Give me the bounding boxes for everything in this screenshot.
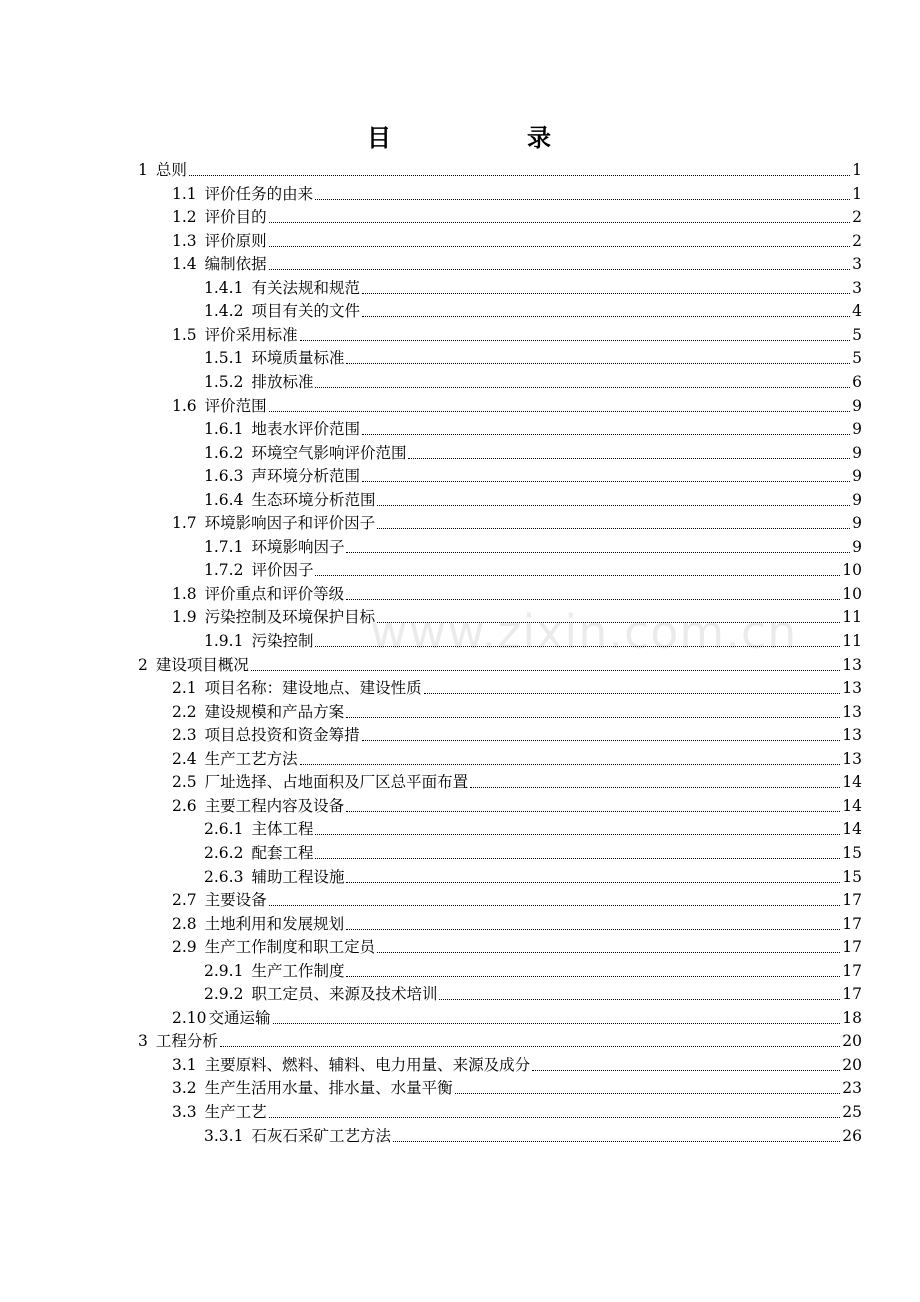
- toc-entry[interactable]: [172, 1052, 862, 1075]
- toc-dot-leader: [269, 268, 850, 270]
- toc-entry[interactable]: [172, 204, 862, 227]
- title-char-left: 目: [367, 123, 391, 152]
- toc-entry-title: 工程分析: [155, 1032, 218, 1051]
- toc-entry-page-number: 2: [852, 231, 862, 250]
- toc-entry[interactable]: [172, 887, 862, 910]
- toc-entry-page-number: 5: [852, 325, 862, 344]
- toc-dot-leader: [346, 362, 850, 364]
- toc-entry[interactable]: [172, 911, 862, 934]
- toc-entry[interactable]: [204, 981, 862, 1004]
- toc-entry-title: 排放标准: [251, 372, 314, 391]
- toc-dot-leader: [377, 504, 850, 506]
- toc-entry-number: 1.5.1: [204, 349, 244, 368]
- toc-entry-number: 1.6.1: [204, 420, 244, 439]
- toc-entry-page-number: 10: [842, 561, 862, 580]
- toc-dot-leader: [346, 810, 840, 812]
- toc-dot-leader: [315, 386, 850, 388]
- toc-entry[interactable]: [204, 534, 862, 557]
- toc-dot-leader: [269, 904, 841, 906]
- toc-entry-number: 3.2: [172, 1079, 197, 1098]
- toc-entry-number: 1.8: [172, 584, 197, 603]
- toc-dot-leader: [315, 833, 840, 835]
- toc-entry[interactable]: [172, 722, 862, 745]
- toc-dot-leader: [377, 621, 840, 623]
- toc-entry[interactable]: [204, 298, 862, 321]
- toc-entry-number: 2.7: [172, 891, 197, 910]
- toc-entry[interactable]: [204, 557, 862, 580]
- toc-dot-leader: [269, 221, 850, 223]
- toc-entry-title: 建设规模和产品方案: [204, 702, 345, 721]
- toc-entry-page-number: 17: [842, 985, 862, 1004]
- toc-entry-page-number: 10: [842, 584, 862, 603]
- toc-entry-number: 2.10: [172, 1008, 207, 1027]
- toc-entry-number: 1.1: [172, 184, 197, 203]
- toc-dot-leader: [300, 339, 850, 341]
- toc-entry-title: 主要工程内容及设备: [204, 796, 345, 815]
- toc-dot-leader: [300, 763, 841, 765]
- toc-entry-title: 评价重点和评价等级: [204, 584, 345, 603]
- toc-entry[interactable]: [172, 1099, 862, 1122]
- toc-dot-leader: [362, 433, 850, 435]
- toc-dot-leader: [439, 998, 840, 1000]
- toc-dot-leader: [346, 551, 850, 553]
- toc-entry[interactable]: [172, 1075, 862, 1098]
- toc-entry[interactable]: [172, 181, 862, 204]
- toc-entry-page-number: 9: [852, 396, 862, 415]
- title-char-right: 录: [527, 123, 551, 152]
- toc-entry-page-number: 9: [852, 443, 862, 462]
- toc-entry-number: 2.6: [172, 796, 197, 815]
- toc-entry-title: 生产工作制度: [251, 961, 345, 980]
- toc-entry[interactable]: [172, 699, 862, 722]
- toc-entry-title: 环境空气影响评价范围: [251, 443, 407, 462]
- toc-entry-title: 评价范围: [204, 396, 267, 415]
- toc-dot-leader: [269, 410, 850, 412]
- toc-entry-number: 2.9: [172, 938, 197, 957]
- toc-entry-page-number: 1: [852, 161, 862, 179]
- toc-entry-title: 生产工作制度和职工定员: [204, 938, 376, 957]
- toc-entry[interactable]: [172, 604, 862, 627]
- toc-dot-leader: [362, 292, 850, 294]
- toc-entry-title: 污染控制: [251, 632, 314, 650]
- toc-dot-leader: [362, 739, 841, 741]
- toc-dot-leader: [315, 857, 840, 859]
- toc-entry[interactable]: [172, 793, 862, 816]
- toc-entry-page-number: 17: [842, 961, 862, 980]
- toc-entry-page-number: 25: [842, 1103, 862, 1121]
- toc-dot-leader: [470, 786, 840, 788]
- toc-dot-leader: [315, 198, 850, 200]
- toc-entry-number: 2.6.1: [204, 820, 244, 839]
- toc-dot-leader: [424, 692, 841, 694]
- toc-entry[interactable]: [172, 510, 862, 533]
- toc-dot-leader: [455, 1092, 841, 1094]
- toc-entry-page-number: 13: [842, 679, 862, 698]
- toc-entry-title: 项目总投资和资金筹措: [204, 726, 360, 745]
- toc-entry-number: 2.5: [172, 773, 197, 792]
- toc-entry-title: 主要设备: [204, 891, 267, 910]
- toc-entry[interactable]: [204, 1123, 862, 1146]
- toc-entry-page-number: 9: [852, 420, 862, 439]
- toc-dot-leader: [346, 716, 840, 718]
- toc-dot-leader: [315, 645, 840, 647]
- toc-entry-number: 2.8: [172, 914, 197, 933]
- toc-dot-leader: [189, 174, 850, 176]
- toc-entry[interactable]: [204, 816, 862, 839]
- toc-dot-leader: [532, 1069, 840, 1071]
- toc-entry[interactable]: [204, 440, 862, 463]
- toc-dot-leader: [273, 1022, 841, 1024]
- toc-entry-title: 环境质量标准: [251, 349, 345, 368]
- watermark: www.zixin.com.cn: [370, 605, 798, 659]
- toc-dot-leader: [269, 1116, 841, 1118]
- toc-entry-number: 1: [138, 161, 148, 179]
- toc-entry-number: 2.1: [172, 679, 197, 698]
- toc-entry[interactable]: [204, 345, 862, 368]
- toc-dot-leader: [377, 951, 840, 953]
- toc-entry[interactable]: [138, 157, 862, 180]
- toc-entry-number: 1.2: [172, 208, 197, 227]
- toc-entry-title: 主体工程: [251, 820, 314, 839]
- toc-entry-page-number: 3: [852, 278, 862, 297]
- toc-entry-title: 职工定员、来源及技术培训: [251, 985, 438, 1004]
- toc-dot-leader: [346, 598, 840, 600]
- toc-entry[interactable]: [204, 416, 862, 439]
- toc-dot-leader: [377, 527, 850, 529]
- toc-entry-title: 声环境分析范围: [251, 467, 360, 486]
- toc-entry[interactable]: [204, 958, 862, 981]
- toc-entry-number: 2.6.3: [204, 867, 244, 886]
- toc-entry-page-number: 20: [842, 1032, 862, 1051]
- toc-entry-title: 生产工艺方法: [204, 749, 298, 768]
- toc-entry-title: 生产工艺: [204, 1103, 267, 1121]
- toc-entry-title: 土地利用和发展规划: [204, 914, 345, 933]
- toc-entry[interactable]: [172, 393, 862, 416]
- toc-entry-page-number: 6: [852, 372, 862, 391]
- toc-entry-page-number: 18: [842, 1008, 862, 1027]
- toc-entry-page-number: 9: [852, 467, 862, 486]
- toc-entry-number: 1.4.2: [204, 302, 244, 321]
- toc-entry[interactable]: [172, 581, 862, 604]
- toc-entry-number: 1.7.2: [204, 561, 244, 580]
- toc-entry-number: 1.3: [172, 231, 197, 250]
- toc-dot-leader: [315, 574, 840, 576]
- toc-dot-leader: [220, 1045, 840, 1047]
- toc-entry-title: 项目名称：建设地点、建设性质: [204, 679, 422, 698]
- toc-dot-leader: [393, 1140, 840, 1142]
- toc-entry-number: 1.5: [172, 325, 197, 344]
- toc-entry[interactable]: [138, 1028, 862, 1051]
- toc-dot-leader: [269, 245, 850, 247]
- toc-entry[interactable]: [204, 275, 862, 298]
- toc-entry-number: 1.9.1: [204, 632, 244, 650]
- toc-entry[interactable]: [172, 934, 862, 957]
- toc-entry-page-number: 13: [842, 749, 862, 768]
- toc-entry-page-number: 23: [842, 1079, 862, 1098]
- toc-entry-number: 2.4: [172, 749, 197, 768]
- toc-dot-leader: [346, 975, 840, 977]
- toc-entry-number: 2: [138, 655, 148, 674]
- toc-entry-title: 厂址选择、占地面积及厂区总平面布置: [204, 773, 469, 792]
- toc-entry-title: 生态环境分析范围: [251, 490, 376, 509]
- toc-entry-page-number: 2: [852, 208, 862, 227]
- toc-entry-title: 配套工程: [251, 843, 314, 862]
- toc-entry[interactable]: [172, 228, 862, 251]
- toc-entry-page-number: 15: [842, 843, 862, 862]
- toc-entry[interactable]: [172, 251, 862, 274]
- toc-entry-number: 1.6.3: [204, 467, 244, 486]
- toc-entry-page-number: 17: [842, 938, 862, 957]
- toc-entry-page-number: 5: [852, 349, 862, 368]
- toc-dot-leader: [346, 881, 840, 883]
- toc-entry-title: 石灰石采矿工艺方法: [251, 1126, 391, 1145]
- toc-entry-page-number: 26: [842, 1126, 862, 1145]
- toc-entry-number: 3.3.1: [204, 1126, 244, 1145]
- toc-entry-page-number: 14: [842, 796, 862, 815]
- toc-entry-number: 1.5.2: [204, 372, 244, 391]
- toc-entry-page-number: 13: [842, 702, 862, 721]
- toc-entry[interactable]: [172, 1005, 862, 1028]
- toc-entry-page-number: 17: [842, 891, 862, 910]
- toc-entry[interactable]: [204, 369, 862, 392]
- toc-entry-number: 3.1: [172, 1055, 197, 1074]
- toc-entry-title: 评价任务的由来: [204, 184, 314, 203]
- toc-entry-title: 主要原料、燃料、辅料、电力用量、来源及成分: [204, 1055, 531, 1074]
- toc-entry-number: 3.3: [172, 1103, 197, 1121]
- toc-dot-leader: [346, 928, 840, 930]
- toc-entry-page-number: 9: [852, 514, 862, 533]
- toc-entry-page-number: 9: [852, 490, 862, 509]
- toc-entry-page-number: 11: [842, 632, 862, 650]
- toc-entry-number: 1.6.4: [204, 490, 244, 509]
- toc-entry-page-number: 20: [842, 1055, 862, 1074]
- toc-entry-number: 2.9.1: [204, 961, 244, 980]
- toc-entry[interactable]: [204, 864, 862, 887]
- toc-entry-number: 3: [138, 1032, 148, 1051]
- toc-entry-title: 建设项目概况: [155, 655, 249, 674]
- toc-entry[interactable]: [204, 487, 862, 510]
- toc-entry-title: 有关法规和规范: [251, 278, 360, 297]
- toc-entry-title: 环境影响因子和评价因子: [204, 514, 376, 533]
- toc-entry[interactable]: [204, 628, 862, 651]
- toc-entry-title: 评价采用标准: [204, 325, 298, 344]
- toc-entry-title: 项目有关的文件: [251, 302, 360, 321]
- toc-entry-page-number: 9: [852, 537, 862, 556]
- toc-entry-number: 2.2: [172, 702, 197, 721]
- toc-dot-leader: [362, 315, 850, 317]
- toc-entry-page-number: 3: [852, 255, 862, 274]
- toc-entry-page-number: 13: [842, 655, 862, 674]
- toc-entry-title: 评价目的: [204, 208, 267, 227]
- toc-entry-title: 环境影响因子: [251, 537, 345, 556]
- toc-entry-page-number: 4: [852, 302, 862, 321]
- toc-entry-title: 总则: [155, 161, 187, 179]
- toc-entry-page-number: 15: [842, 867, 862, 886]
- toc-entry-number: 2.3: [172, 726, 197, 745]
- toc-entry-page-number: 1: [852, 184, 862, 203]
- toc-entry-page-number: 11: [842, 608, 862, 627]
- toc-entry-number: 1.4.1: [204, 278, 244, 297]
- toc-entry-title: 评价原则: [204, 231, 267, 250]
- toc-dot-leader: [408, 457, 850, 459]
- toc-entry-title: 污染控制及环境保护目标: [204, 608, 376, 627]
- toc-entry-number: 2.9.2: [204, 985, 244, 1004]
- toc-entry-page-number: 13: [842, 726, 862, 745]
- toc-entry-page-number: 14: [842, 820, 862, 839]
- toc-dot-leader: [251, 669, 840, 671]
- toc-entry-title: 地表水评价范围: [251, 420, 360, 439]
- toc-entry[interactable]: [138, 652, 862, 675]
- toc-entry-title: 交通运输: [208, 1008, 271, 1027]
- toc-entry[interactable]: [204, 463, 862, 486]
- toc-entry[interactable]: [172, 769, 862, 792]
- toc-dot-leader: [362, 480, 850, 482]
- toc-entry-number: 1.7.1: [204, 537, 244, 556]
- toc-entry[interactable]: [172, 746, 862, 769]
- toc-entry-number: 1.6.2: [204, 443, 244, 462]
- toc-entry-title: 辅助工程设施: [251, 867, 345, 886]
- toc-entry-number: 1.6: [172, 396, 197, 415]
- toc-entry-number: 1.9: [172, 608, 197, 627]
- toc-entry-page-number: 17: [842, 914, 862, 933]
- toc-entry[interactable]: [204, 840, 862, 863]
- toc-entry-title: 编制依据: [204, 255, 267, 274]
- page-title: [0, 122, 920, 154]
- toc-entry-number: 1.4: [172, 255, 197, 274]
- toc-entry-number: 2.6.2: [204, 843, 244, 862]
- toc-entry-title: 生产生活用水量、排水量、水量平衡: [204, 1079, 453, 1098]
- toc-entry[interactable]: [172, 675, 862, 698]
- toc-entry-number: 1.7: [172, 514, 197, 533]
- toc-entry[interactable]: [172, 322, 862, 345]
- toc-entry-title: 评价因子: [251, 561, 314, 580]
- toc-entry-page-number: 14: [842, 773, 862, 792]
